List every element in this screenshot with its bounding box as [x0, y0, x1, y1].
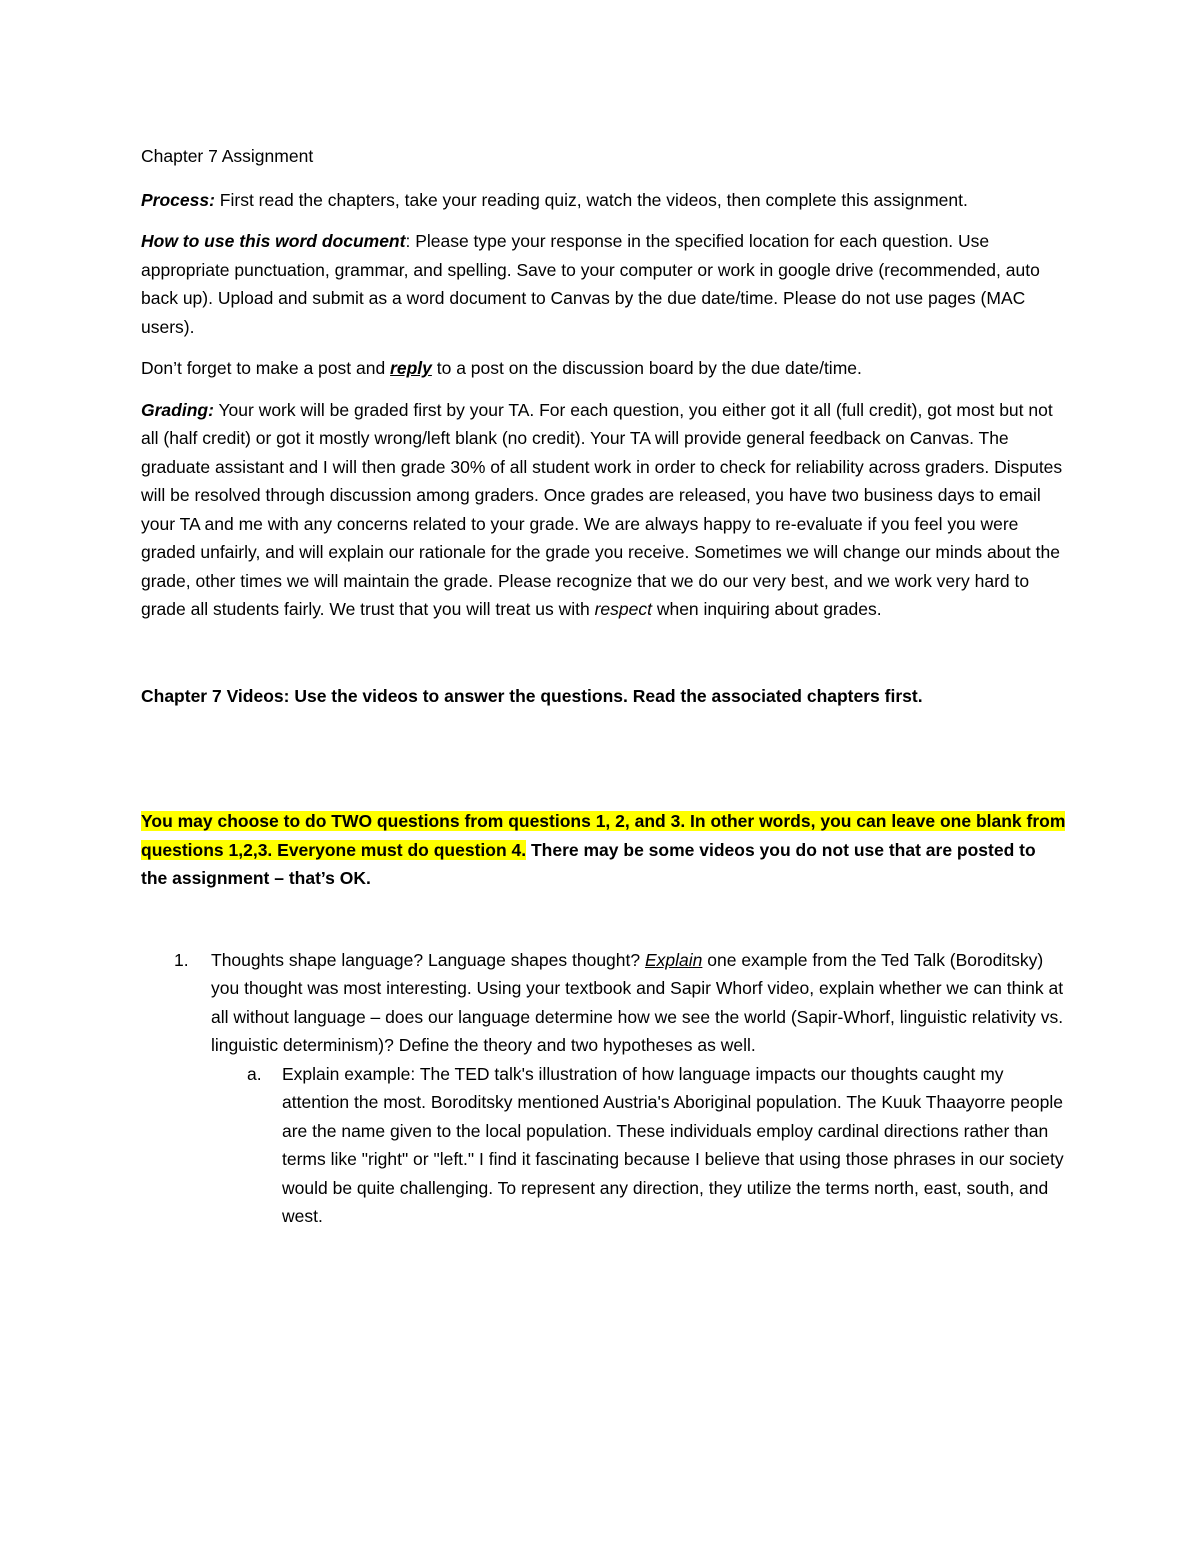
- how-to-use-label: How to use this word document: [141, 231, 406, 251]
- answer-text[interactable]: Explain example: The TED talk's illustration of how language impacts our thoughts caught my attention the most. Boroditsky mentioned Austria's Aboriginal population. The Kuuk Thaayorre people are the name given to the local population. These individuals employ cardinal directions rather than terms like "right" or "left." I find it fascinating because I believe that using those phrases in our society would be quite challenging. To represent any direction, they utilize the terms north, east, south, and west.: [282, 1063, 1064, 1226]
- reminder-paragraph: [141, 354, 1066, 383]
- question-emphasis: Explain: [644, 949, 703, 970]
- process-label: Process:: [141, 189, 215, 210]
- question-text-after: one example from the Ted Talk (Boroditsky) you thought was most interesting. Using your textbook and Sapir Whorf video, explain whether we can think at all without language – does our language determine how we see the world (Sapir-Whorf, linguistic relativity vs. linguistic determinism)? Define the theory and two hypotheses as well.: [211, 949, 1064, 1055]
- question-1: [141, 946, 1066, 1231]
- question-number: 1.: [174, 949, 189, 970]
- answer-letter: a.: [247, 1063, 262, 1084]
- answer-a: [211, 1060, 1066, 1231]
- videos-heading: Chapter 7 Videos: Use the videos to answer the questions. Read the associated chapters first.: [141, 685, 923, 706]
- choice-note-highlighted: You may choose to do TWO questions from questions 1, 2, and 3. In other words, you can leave one blank from questions 1,2,3. Everyone must do question 4.: [141, 811, 1066, 860]
- grading-text-before: Your work will be graded first by your TA. For each question, you either got it all (full credit), got most but not all (half credit) or got it mostly wrong/left blank (no credit). Your TA will provide general feedback on Canvas. The graduate assistant and I will then grade 30% of all student work in order to check for reliability across graders. Disputes will be resolved through discussion among graders. Once grades are released, you have two business days to email your TA and me with any concerns related to your grade. We are always happy to re-evaluate if you feel you were graded unfairly, and will explain our rationale for the grade you receive. Sometimes we will change our minds about the grade, other times we will maintain the grade. Please recognize that we do our very best, and we work very hard to grade all students fairly. We trust that you will treat us with: [141, 399, 1063, 619]
- how-to-use-text: Please type your response in the specified location for each question. Use appropriate punctuation, grammar, and spelling. Save to your computer or work in google drive (recommended, auto back up). Upload and submit as a word document to Canvas by the due date/time. Please do not use pages (MAC users).: [141, 231, 1040, 337]
- reminder-after: to a post on the discussion board by the due date/time.: [431, 358, 862, 378]
- how-to-use-paragraph: [141, 227, 1066, 341]
- grading-label: Grading:: [141, 399, 214, 420]
- how-to-use-colon: :: [405, 231, 411, 251]
- choice-note-rest: There may be some videos you do not use that are posted to the assignment – that’s OK.: [141, 839, 1036, 888]
- reminder-before: Don’t forget to make a post and: [141, 358, 391, 378]
- page-title: Chapter 7 Assignment: [141, 146, 314, 166]
- choice-note: [141, 807, 1066, 893]
- answer-list: [211, 1060, 1066, 1231]
- reminder-emphasis: reply: [390, 358, 432, 378]
- question-list: [141, 946, 1066, 1231]
- grading-text-after: when inquiring about grades.: [651, 599, 882, 619]
- grading-paragraph: [141, 396, 1066, 624]
- process-text: First read the chapters, take your reading quiz, watch the videos, then complete this assignment.: [214, 189, 968, 210]
- question-text-before: Thoughts shape language? Language shapes thought?: [211, 949, 645, 970]
- process-paragraph: [141, 186, 1066, 215]
- grading-emphasis: respect: [594, 599, 652, 619]
- document-body: [141, 142, 1066, 1231]
